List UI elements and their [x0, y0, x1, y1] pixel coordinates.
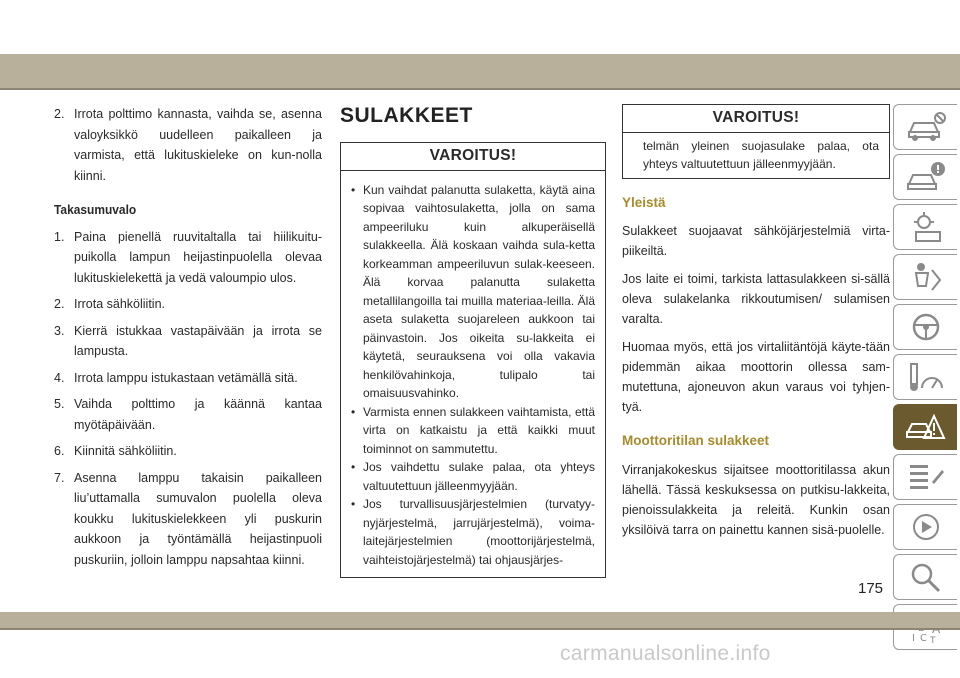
dashboard-lights-icon: [906, 210, 946, 244]
column-right: [622, 104, 890, 548]
list-item: 2. Irrota sähköliitin.: [54, 297, 166, 311]
subheading-rear-fog: Takasumuvalo: [54, 202, 137, 217]
warning-continued-text: telmän yleinen suojasulake palaa, ota yhteys valtuutettuun jälleenmyyjään.: [643, 138, 879, 171]
list-item: 5. Vaihda polttimo ja käännä kantaa myötäpäivään.: [54, 397, 322, 432]
tab-car-info[interactable]: [893, 104, 957, 150]
header-band-line: [0, 88, 960, 90]
heading-engine-fuses: Moottoritilan sulakkeet: [622, 433, 770, 448]
tab-maintenance[interactable]: [893, 454, 957, 500]
svg-text:I: I: [911, 633, 915, 644]
steering-wheel-icon: [906, 310, 946, 344]
list-item: • Kun vaihdat palanutta sulaketta, käytä aina sopivaa vaihtosulaketta, jolla on sama ampeeriluku kuin alkuperäisellä sulakkeella. Älä koskaan vaihda sula-ketta korkeamman ampeeriluvun sulak-keeseen. Älä korvaa palanutta sulaketta metallilangoilla tai muilla materiaa-leilla. Älä aseta sulaketta suojareleen aukkoon tai päinvastoin. Jos oikeita su-lakkeita ei käytetä, seurauksena voi olla vakavia henkilövahinkoja, tulipalo tai omaisuusvahinko.: [351, 182, 595, 400]
warning-body: [341, 171, 605, 578]
warning-bullets: [351, 181, 595, 570]
tab-multimedia[interactable]: [893, 504, 957, 550]
warning-box: [340, 142, 606, 578]
list-item: 1. Paina pienellä ruuvitaltalla tai hiilikuitu-puikolla lampun heijastinpuolella olevaa lukituskielekettä ja vedä valoumpio ulos.: [54, 229, 322, 285]
list-item: • Jos turvallisuusjärjestelmien (turvatyy-nyjärjestelmä, jarrujärjestelmä), voima-laitejärjestelmien (moottorijärjestelmä, vaihteistojärjestelmä) tai ohjausjärjes-: [351, 497, 595, 567]
heading-general: Yleistä: [622, 194, 666, 210]
safety-icon: [906, 260, 946, 294]
column-left: [54, 104, 322, 576]
warning-title: VAROITUS!: [623, 105, 889, 133]
chapter-tabs: [893, 104, 960, 654]
list-item: 3. Kierrä istukkaa vastapäivään ja irrota se lampusta.: [54, 323, 322, 358]
warning-box-continued: [622, 104, 890, 179]
warning-title: VAROITUS!: [341, 143, 605, 171]
watermark: carmanualsonline.info: [560, 642, 771, 665]
list-item: 2. Irrota polttimo kannasta, vaihda se, asenna valoyksikkö uudelleen paikalleen ja varmista, että lukituskieleke on kun-nolla kiinni.: [54, 107, 322, 183]
footer-band: [0, 612, 960, 628]
list-item: 7. Asenna lamppu takaisin paikalleen liu’uttamalla sumuvalon puolella oleva koukku lukituskielekkeen yli puskurin aukkoon ja työntämällä heijastinpuoli puskuriin, jolloin lamppu napsahtaa kiinni.: [54, 470, 322, 567]
gauges-icon: [906, 360, 946, 394]
svg-text:C: C: [919, 633, 927, 644]
step-list-top: [54, 104, 322, 186]
tab-dashboard-lights[interactable]: [893, 204, 957, 250]
step-list-fog: [54, 227, 322, 571]
paragraph: Sulakkeet suojaavat sähköjärjestelmiä virta-piikeiltä.: [622, 224, 890, 258]
list-item: 4. Irrota lamppu istukastaan vetämällä sitä.: [54, 370, 298, 385]
multimedia-icon: [906, 510, 946, 544]
paragraph: Huomaa myös, että jos virtaliitäntöjä käyte-tään pidemmän aikaa moottorin ollessa sam-mutettuna, ajoneuvon akun varaus voi tyhjen-tyä.: [622, 340, 890, 414]
list-item: 6. Kiinnitä sähköliitin.: [54, 444, 177, 458]
paragraph: Virranjakokeskus sijaitsee moottoritilassa akun lähellä. Tässä keskuksessa on putkisu-lakkeita, pienoissulakkeita ja releitä. Kunkin osan yksilöivä tarra on painettu kannen sisä-puolelle.: [622, 462, 890, 537]
section-title: SULAKKEET: [340, 104, 473, 127]
tab-car-alert[interactable]: [893, 154, 957, 200]
footer-band-line: [0, 628, 960, 630]
tab-safety[interactable]: [893, 254, 957, 300]
column-middle: [340, 104, 606, 578]
paragraph: Jos laite ei toimi, tarkista lattasulakkeen si-sällä oleva sulakelanka rikkoutumisen/ sulamisen varalta.: [622, 272, 890, 326]
header-band: [0, 54, 960, 88]
list-item: • Varmista ennen sulakkeen vaihtamista, että virta on katkaistu ja että kaikki muut toiminnot on sammutettu.: [351, 404, 595, 456]
search-magnifier-icon: [906, 560, 946, 594]
maintenance-checklist-icon: [906, 460, 946, 494]
tab-breakdown[interactable]: [893, 404, 957, 450]
tab-gauges[interactable]: [893, 354, 957, 400]
car-alert-icon: [906, 160, 946, 194]
car-info-icon: [906, 110, 946, 144]
svg-text:T: T: [929, 636, 935, 644]
tab-steering[interactable]: [893, 304, 957, 350]
page-number: 175: [858, 580, 884, 597]
tab-search[interactable]: [893, 554, 957, 600]
list-item: • Jos vaihdettu sulake palaa, ota yhteys valtuutettuun jälleenmyyjään.: [351, 460, 595, 493]
breakdown-triangle-icon: [906, 410, 946, 444]
